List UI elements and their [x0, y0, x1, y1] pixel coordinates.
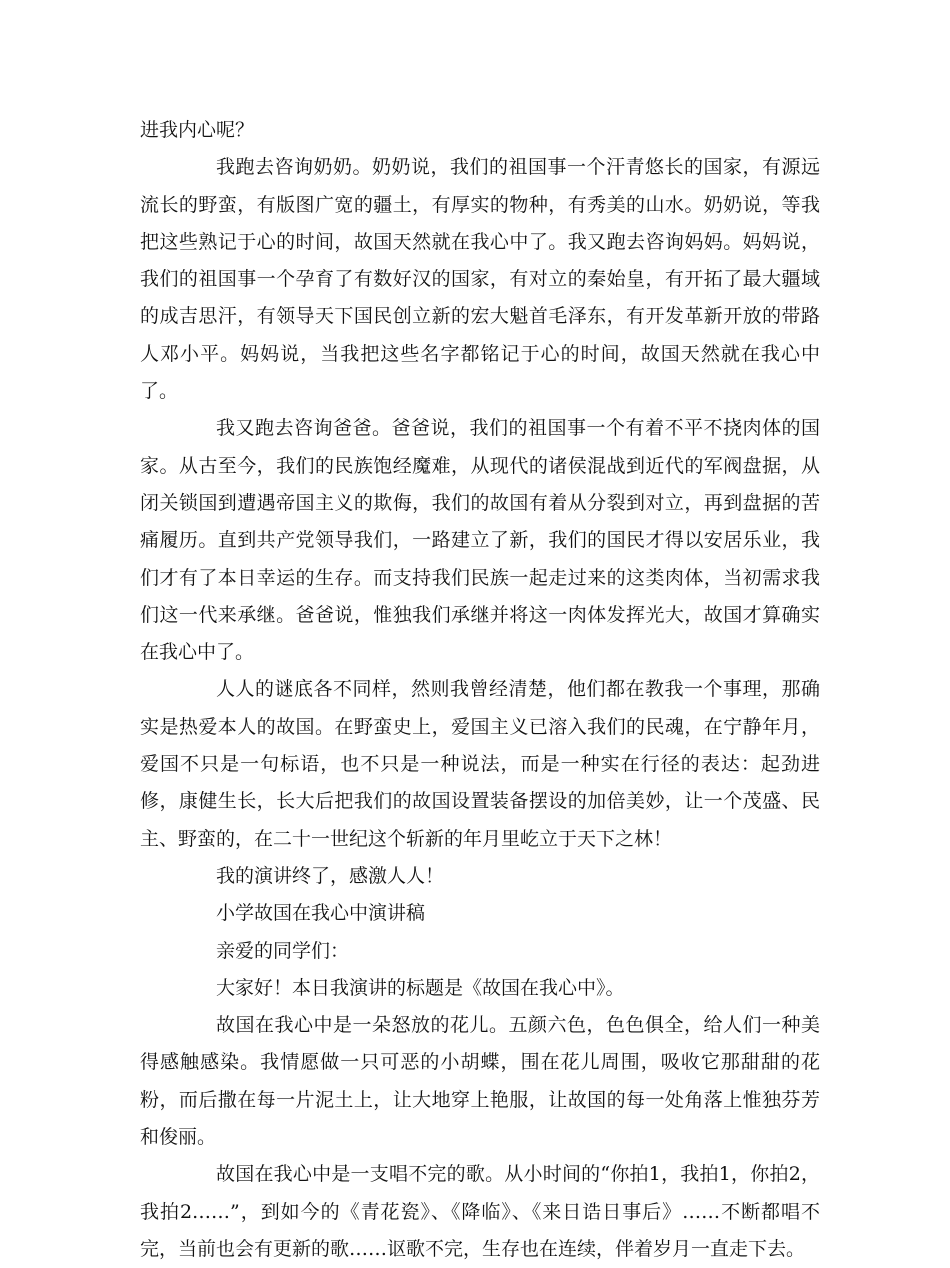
paragraph-grandma: 我跑去咨询奶奶。奶奶说，我们的祖国事一个汗青悠长的国家，有源远流长的野蛮，有版图广宽的疆土，有厚实的物种，有秀美的山水。奶奶说，等我把这些熟记于心的时间，故国天然就在我心中了。我又跑去咨询妈妈。妈妈说，我们的祖国事一个孕育了有数好汉的国家，有对立的秦始皇，有开拓了最大疆域的成吉思汗，有领导天下国民创立新的宏大魁首毛泽东，有开发革新开放的带路人邓小平。妈妈说，当我把这些名字都铭记于心的时间，故国天然就在我心中了。	[140, 156, 820, 403]
document-body	[140, 112, 820, 1268]
paragraph-flower: 故国在我心中是一朵怒放的花儿。五颜六色，色色俱全，给人们一种美得感触感染。我情愿做一只可恶的小胡蝶，围在花儿周围，吸收它那甜甜的花粉，而后撒在每一片泥土上，让大地穿上艳服，让故国的每一处角落上惟独芬芳和俊丽。	[140, 1014, 820, 1149]
paragraph-song: 故国在我心中是一支唱不完的歌。从小时间的“你拍1，我拍1，你拍2，我拍2……”，到如今的《青花瓷》、《降临》、《来日诰日事后》……不断都唱不完，当前也会有更新的歌……讴歌不完，生存也在连续，伴着岁月一直走下去。	[140, 1163, 820, 1260]
paragraph-greeting: 大家好！本日我演讲的标题是《故国在我心中》。	[216, 976, 625, 999]
paragraph-continuation: 进我内心呢？	[140, 119, 255, 141]
paragraph-answer: 人人的谜底各不同样，然则我曾经清楚，他们都在教我一个事理，那确实是热爱本人的故国。在野蛮史上，爱国主义已溶入我们的民魂，在宁静年月，爱国不只是一句标语，也不只是一种说法，而是一种实在行径的表达：起劲进修，康健生长，长大后把我们的故国设置装备摆设的加倍美妙，让一个茂盛、民主、野蛮的，在二十一世纪这个斩新的年月里屹立于天下之林！	[140, 678, 820, 850]
speech-title: 小学故国在我心中演讲稿	[216, 902, 426, 925]
paragraph-closing: 我的演讲终了，感激人人！	[216, 864, 445, 887]
paragraph-dad: 我又跑去咨询爸爸。爸爸说，我们的祖国事一个有着不平不挠肉体的国家。从古至今，我们的民族饱经魔难，从现代的诸侯混战到近代的军阀盘据，从闭关锁国到遭遇帝国主义的欺侮，我们的故国有着从分裂到对立，再到盘据的苦痛履历。直到共产党领导我们，一路建立了新，我们的国民才得以安居乐业，我们才有了本日幸运的生存。而支持我们民族一起走过来的这类肉体，当初需求我们这一代来承继。爸爸说，惟独我们承继并将这一肉体发挥光大，故国才算确实在我心中了。	[140, 417, 820, 664]
salutation: 亲爱的同学们：	[216, 939, 350, 962]
